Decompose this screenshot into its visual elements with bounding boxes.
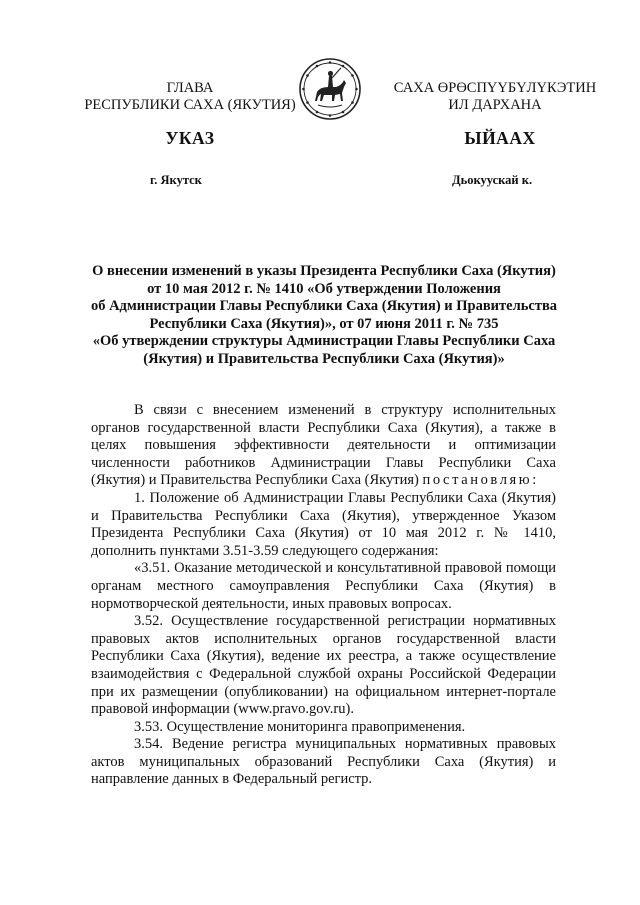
decree-formula: постановляю: [422, 472, 539, 489]
preamble-paragraph [91, 402, 556, 490]
doc-type-sakha: ЫЙААХ [464, 128, 536, 148]
clause-3-51-paragraph: «3.51. Оказание методической и консультативной правовой помощи органам местного самоуправления Республики Саха (Якутия) в нормотворческой деятельности, иных правовых вопросах. [91, 560, 556, 612]
city-ru: г. Якутск [150, 173, 202, 187]
issuer-header-sakha [370, 80, 620, 114]
preamble-text: В связи с внесением изменений в структуру исполнительных органов государственной власти Республики Саха (Якутия), а также в целях повышения эффективности деятельности и оптимизации численности работников Администрации Главы Республики Саха (Якутия) и Правительства Республики Саха (Якутия) [91, 402, 556, 489]
title-line: от 10 мая 2012 г. № 1410 «Об утверждении Положения [147, 280, 501, 297]
issuer-header-ru [70, 80, 310, 114]
clause-3-53-paragraph: 3.53. Осуществление мониторинга правоприменения. [134, 718, 466, 735]
title-line: (Якутия) и Правительства Республики Саха (Якутия)» [143, 350, 505, 367]
issuer-title-ru: ГЛАВА [166, 80, 214, 96]
issuer-republic-sakha: САХА ӨРӨСПҮҮБҮЛҮКЭТИН [393, 80, 597, 96]
title-line: об Администрации Главы Республики Саха (Якутия) и Правительства [90, 298, 558, 314]
city-sakha: Дьокуускай к. [452, 173, 533, 187]
title-line: Республики Саха (Якутия)», от 07 июня 2011 г. № 735 [149, 315, 499, 332]
clause-1-paragraph: 1. Положение об Администрации Главы Республики Саха (Якутия) и Правительства Республики Саха (Якутия), утвержденное Указом Президента Республики Саха (Якутия) от 10 мая 2012 г. № 1410, дополнить пунктами 3.51-3.59 следующего содержания: [91, 489, 556, 559]
title-line: О внесении изменений в указы Президента Республики Саха (Якутия) [92, 263, 556, 279]
clause-3-52-paragraph: 3.52. Осуществление государственной регистрации нормативных правовых актов исполнительных органов государственной власти Республики Саха (Якутия), ведение их реестра, а также осуществление взаимодействия с Федеральной службой охраны Российской Федерации при их размещении (опубликовании) на официальном интернет-портале правовой информации (www.pravo.gov.ru). [91, 613, 556, 718]
title-line: «Об утверждении структуры Администрации Главы Республики Саха [92, 333, 556, 349]
issuer-republic-ru: РЕСПУБЛИКИ САХА (ЯКУТИЯ) [84, 97, 296, 113]
sakha-coat-of-arms-icon [298, 57, 362, 121]
doc-type-ru: УКАЗ [165, 128, 215, 148]
decree-body [91, 402, 556, 789]
clause-3-54-paragraph: 3.54. Ведение регистра муниципальных нормативных правовых актов муниципальных образований Республики Саха (Якутия) и направление данных в Федеральный регистр. [91, 736, 556, 788]
issuer-title-sakha: ИЛ ДАРХАНА [448, 97, 542, 113]
decree-title [88, 263, 560, 368]
